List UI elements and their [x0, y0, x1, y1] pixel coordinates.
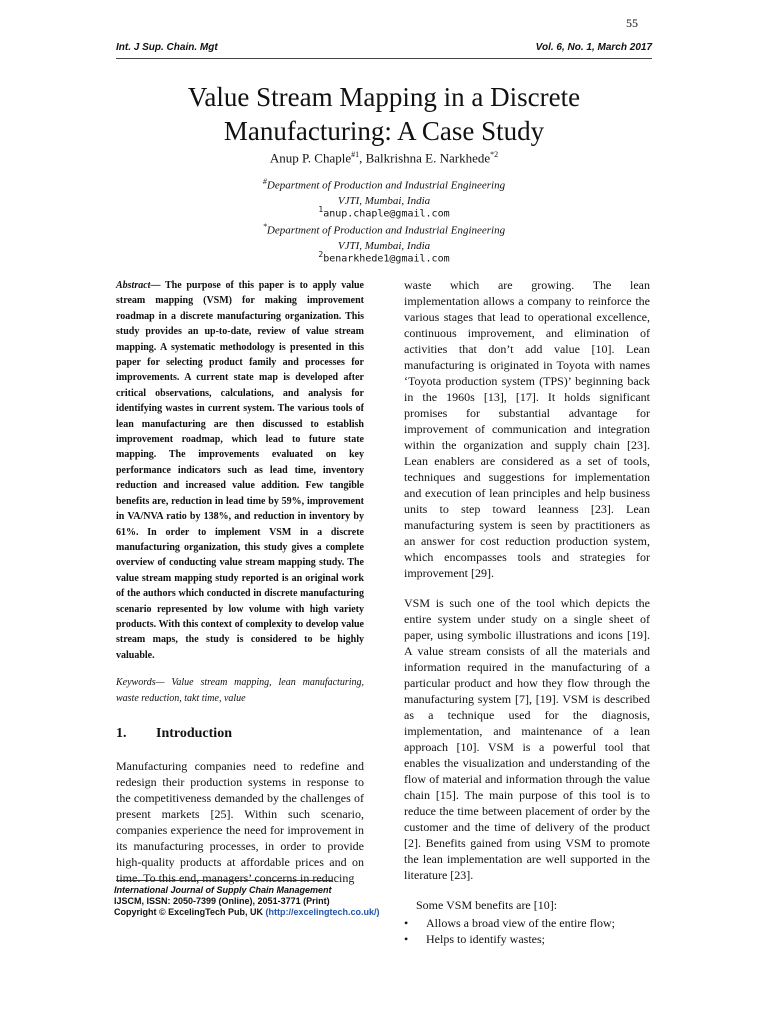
affiliation-1-dept: Department of Production and Industrial Engineering [266, 179, 506, 192]
benefit-text: Helps to identify wastes; [426, 932, 545, 946]
email-2: benarkhede1@gmail.com [323, 253, 450, 265]
paper-title [116, 80, 652, 148]
abstract-text: — The purpose of this paper is to apply value stream mapping (VSM) for making improvement roadmap in a discrete manufacturing organization. This study provides an up-to-date, review of value stream mapping. A systematic methodology is presented in this paper for selecting product family and processes for improvements. A current state map is developed after critical observations, calculations, and analysis for identifying wastes in current system. The various tools of lean manufacturing are then discussed to establish improvement roadmap, which lead to future state mapping. The improvements evaluated on key performance indicators such as lead time, inventory reduction and increased value addition. Few tangible benefits are, reduction in lead time by 59%, improvement in VA/NVA ratio by 138%, and reduction in inventory by 61%. In order to implement VSM in a discrete manufacturing organization, this study gives a complete overview of conducting value stream mapping study. The value stream mapping study reported is an original work of the authors which conducted in discrete manufacturing scenario represented by low volume with high variety products. With this context of complexity to develop value stream maps, the study is considered to be highly valuable. [116, 280, 364, 661]
title-line-2: Manufacturing: A Case Study [223, 116, 545, 146]
left-column [116, 278, 364, 886]
footer-url-link[interactable]: (http://excelingtech.co.uk/) [265, 907, 380, 917]
journal-short-name: Int. J Sup. Chain. Mgt [116, 42, 218, 53]
abstract-label: Abstract [116, 280, 151, 291]
affiliation-2-mark: * [262, 222, 267, 231]
affiliation-1-mark: # [262, 177, 267, 186]
author-2-mark: *2 [490, 150, 499, 159]
intro-paragraph: Manufacturing companies need to redefine and redesign their production systems in response to the competitiveness demanded by the challenges of present markets [25]. Within such scenario, companies experience the need for improvement in its manufacturing processes, in order to provide high-quality products at affordable prices and on time. To this end, managers’ concerns in reducing [116, 758, 364, 885]
section-title: Introduction [156, 725, 232, 741]
footer-rule [116, 880, 332, 881]
author-list [116, 150, 652, 166]
affiliation-1-institute: VJTI, Mumbai, India [337, 194, 431, 207]
benefits-list [404, 915, 650, 947]
author-separator: , [359, 150, 366, 166]
footer-issn: IJSCM, ISSN: 2050-7399 (Online), 2051-3771 (Print) [114, 896, 330, 906]
header-rule [116, 58, 652, 59]
affiliation-2-dept: Department of Production and Industrial Engineering [266, 224, 506, 237]
affiliation-2 [116, 219, 652, 254]
footer-journal: International Journal of Supply Chain Management [114, 885, 332, 895]
right-paragraph-2: VSM is such one of the tool which depicts the entire system under study on a single sheet of paper, using symbolic illustrations and icons [19]. A value stream consists of all the materials and information required in the manufacturing of a particular product and how they flow through the manufacturing system [7], [19]. VSM is described as a technique used for the diagnosis, implementation, and maintenance of a lean approach [10]. VSM is a powerful tool that enables the visualization and understanding of the flow of material and information through the value chain [15]. The main purpose of this tool is to reduce the time between placement of order by the customer and the time of delivery of the product [2]. Benefits gained from using VSM to promote the lean implementation are well supported in the literature [23]. [404, 596, 650, 882]
right-column [404, 277, 650, 947]
volume-info: Vol. 6, No. 1, March 2017 [535, 42, 652, 53]
list-item [404, 931, 650, 947]
benefit-text: Allows a broad view of the entire flow; [426, 916, 615, 930]
footer-copyright: Copyright © ExcelingTech Pub, UK [114, 907, 266, 917]
email-2-line [116, 250, 652, 264]
bullet-icon: • [404, 916, 409, 930]
affiliation-1 [116, 174, 652, 209]
right-paragraph-1: waste which are growing. The lean implementation allows a company to reinforce the various stages that lead to operational excellence, continuous improvement, and elimination of activities that don’t add value [10]. Lean manufacturing is originated in Toyota with names ‘Toyota production system (TPS)’ beginning back in the 1960s [13], [17]. It holds significant promises for substantial advantage for improvement of communication and integration within the organization and supply chain [23]. Lean enablers are considered as a set of tools, techniques and suggestions for implementation and execution of lean principles and help business units to step toward leanness [23]. Lean manufacturing system is seen by practitioners as an answer for cost reduction production system, which encompasses tools and strategies for improvement [29]. [404, 278, 650, 580]
author-2: Balkrishna E. Narkhede [365, 150, 491, 166]
list-item [404, 915, 650, 931]
email-2-mark: 2 [318, 250, 324, 259]
author-1-mark: #1 [351, 150, 360, 159]
keywords: Keywords— Value stream mapping, lean manufacturing, waste reduction, takt time, value [116, 677, 364, 704]
author-1: Anup P. Chaple [269, 150, 352, 166]
page-number: 55 [626, 16, 638, 30]
benefits-intro: Some VSM benefits are [10]: [416, 898, 558, 912]
page-footer [114, 885, 384, 918]
email-1-mark: 1 [318, 205, 324, 214]
affiliation-2-institute: VJTI, Mumbai, India [337, 239, 431, 252]
section-heading [116, 726, 364, 742]
section-number: 1. [116, 725, 127, 741]
bullet-icon: • [404, 932, 409, 946]
abstract [116, 278, 364, 663]
footer-copyright-line [114, 907, 384, 918]
running-header [116, 42, 652, 53]
email-1: anup.chaple@gmail.com [323, 208, 450, 220]
title-line-1: Value Stream Mapping in a Discrete [187, 82, 581, 112]
email-1-line [116, 205, 652, 219]
